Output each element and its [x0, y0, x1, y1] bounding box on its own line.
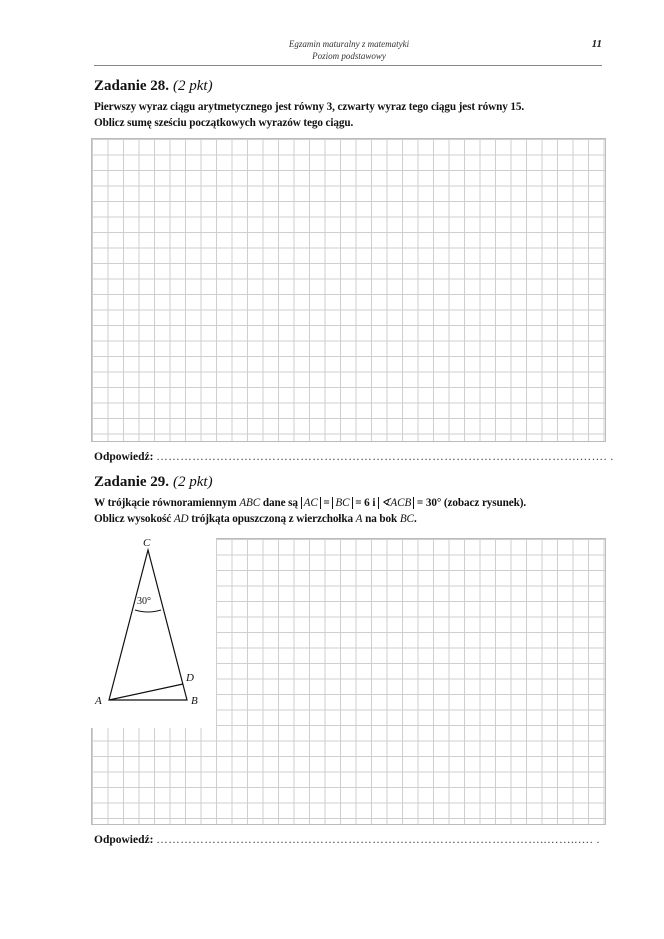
task-29-answer — [94, 834, 600, 846]
equals-six: = 6 i — [352, 497, 379, 509]
task-28-points: (2 pkt) — [173, 78, 213, 94]
task-29-line-1 — [94, 495, 606, 511]
abs-ac: AC — [301, 497, 321, 509]
task-29-text-fragment: na bok — [362, 513, 400, 525]
task-28-line-1: Pierwszy wyraz ciągu arytmetycznego jest równy 3, czwarty wyraz tego ciągu jest równy 15. — [94, 101, 525, 113]
task-29-text — [94, 495, 606, 527]
header-level: Poziom podstawowy — [312, 51, 386, 61]
task-29-title — [94, 474, 213, 491]
side-bc-symbol: BC — [399, 513, 414, 525]
vertex-c-label: C — [143, 538, 151, 549]
task-29-text-fragment: W trójkącie równoramiennym — [94, 497, 240, 509]
task-29-text-fragment: (zobacz rysunek). — [441, 497, 527, 509]
task-28-answer-line[interactable]: …………………………………………………………………………………………….……. . — [156, 451, 614, 463]
task-29-text-fragment: trójkąta opuszczoną z wierzchołka — [188, 513, 356, 525]
task-29-text-fragment: dane są — [260, 497, 301, 509]
page-header — [94, 38, 604, 62]
abs-angle-acb: ∢ACB — [378, 497, 414, 509]
task-28-line-2: Oblicz sumę sześciu początkowych wyrazów tego ciągu. — [94, 117, 354, 129]
task-28-answer — [94, 451, 614, 463]
task-29-heading: Zadanie 29. — [94, 474, 170, 490]
task-28-title — [94, 78, 213, 95]
vertex-a-label: A — [95, 695, 102, 707]
triangle-abc-shape — [109, 550, 187, 700]
task-28-heading: Zadanie 28. — [94, 78, 170, 94]
header-exam-title: Egzamin maturalny z matematyki — [288, 39, 410, 49]
triangle-diagram — [91, 538, 216, 728]
vertex-a-symbol: A — [355, 513, 363, 525]
task-29-answer-label: Odpowiedź: — [94, 834, 154, 846]
angle-c-arc — [135, 610, 161, 612]
task-29-answer-line[interactable]: ……………………………………………………………………………………..……..…. . — [156, 834, 600, 846]
task-28-text — [94, 99, 606, 131]
triangle-abc-symbol: ABC — [239, 497, 261, 509]
height-ad-symbol: AD — [173, 513, 189, 525]
task-29-line-2 — [94, 511, 606, 527]
point-d-label: D — [186, 672, 194, 684]
task-28-answer-label: Odpowiedź: — [94, 451, 154, 463]
angle-c-label: 30° — [137, 596, 151, 607]
equals-thirty-degrees: = 30° — [414, 497, 442, 509]
height-ad-segment — [109, 684, 183, 700]
task-29-text-fragment: Oblicz wysokość — [94, 513, 174, 525]
equals-sign: = — [320, 497, 333, 509]
task-29-text-fragment: . — [413, 513, 417, 525]
abs-bc: BC — [332, 497, 352, 509]
page-number: 11 — [591, 38, 602, 50]
vertex-b-label: B — [191, 695, 198, 707]
header-divider — [94, 65, 602, 66]
task-29-points: (2 pkt) — [173, 474, 213, 490]
triangle-figure — [91, 538, 216, 728]
task-28-work-grid[interactable] — [91, 138, 606, 442]
